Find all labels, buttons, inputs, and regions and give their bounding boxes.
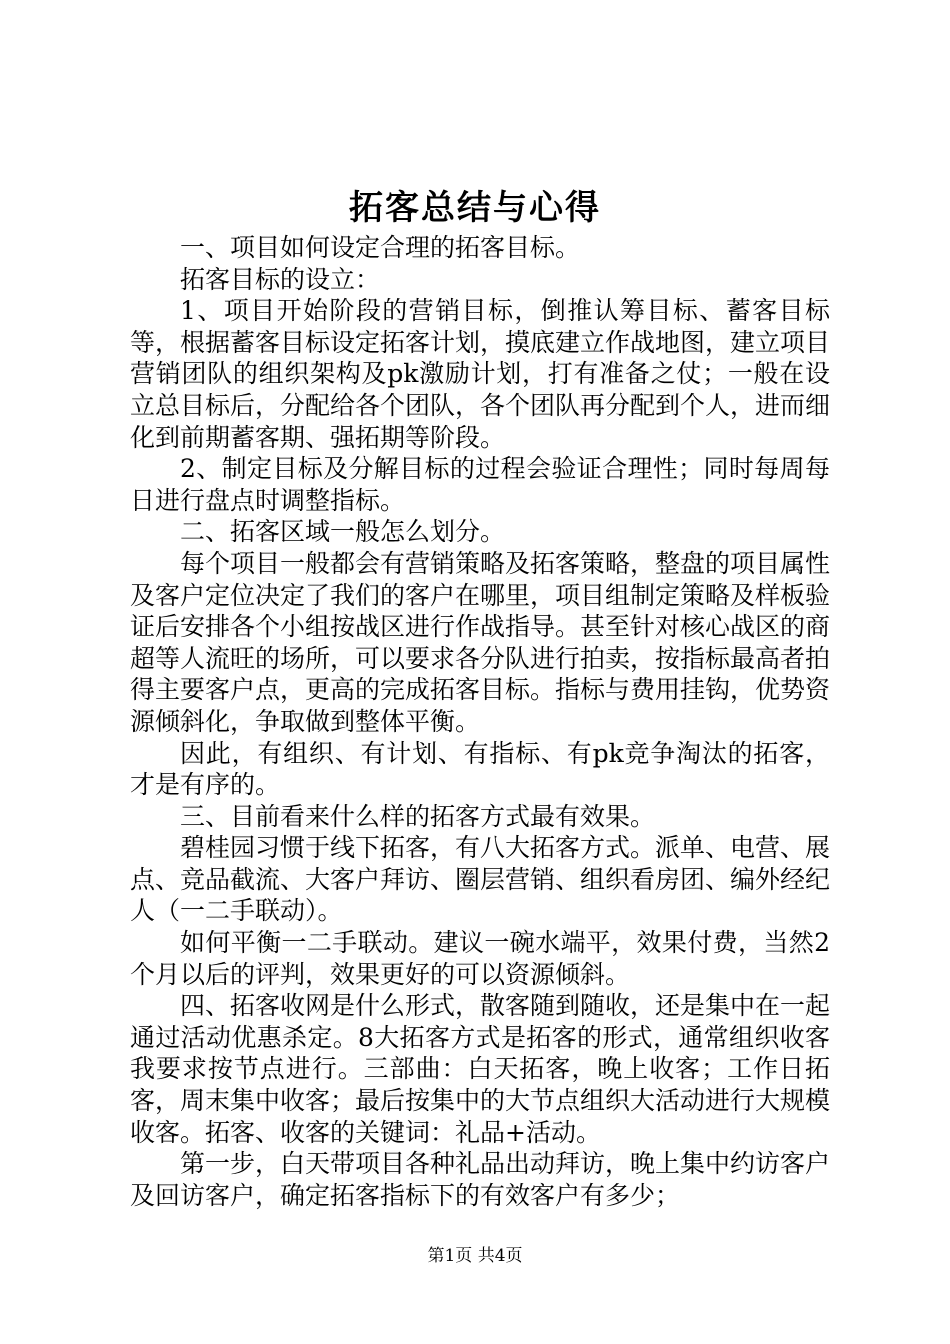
paragraph-5: 二、拓客区域一般怎么划分。 — [180, 517, 506, 547]
paragraph-3: 1、项目开始阶段的营销目标，倒推认筹目标、蓄客目标等，根据蓄客目标设定拓客计划，摸底建立作战地图，建立项目营销团队的组织架构及pk激励计划，打有准备之仗；一般在设立总目标后，分配给各个团队，各个团队再分配到个人，进而细化到前期蓄客期、强拓期等阶段。 — [130, 296, 831, 452]
paragraph-10: 如何平衡一二手联动。建议一碗水端平，效果付费，当然2个月以后的评判，效果更好的可以资源倾斜。 — [130, 928, 830, 989]
paragraph-6: 每个项目一般都会有营销策略及拓客策略，整盘的项目属性及客户定位决定了我们的客户在哪里，项目组制定策略及样板验证后安排各个小组按战区进行作战指导。甚至针对核心战区的商超等人流旺的场所，可以要求各分队进行拍卖，按指标最高者拍得主要客户点，更高的完成拓客目标。指标与费用挂钩，优势资源倾斜化，争取做到整体平衡。 — [130, 548, 831, 736]
page-number-footer: 第1页 共4页 — [427, 1246, 523, 1266]
paragraph-2: 拓客目标的设立： — [180, 264, 381, 294]
paragraph-8: 三、目前看来什么样的拓客方式最有效果。 — [180, 801, 656, 831]
paragraph-1: 一、项目如何设定合理的拓客目标。 — [180, 233, 581, 262]
paragraph-9: 碧桂园习惯于线下拓客，有八大拓客方式。派单、电营、展点、竞品截流、大客户拜访、圈层营销、组织看房团、编外经纪人（一二手联动）。 — [130, 833, 831, 926]
paragraph-7: 因此，有组织、有计划、有指标、有pk竞争淘汰的拓客，才是有序的。 — [130, 738, 830, 800]
document-body — [130, 232, 830, 1211]
paragraph-11: 四、拓客收网是什么形式，散客随到随收，还是集中在一起通过活动优惠杀定。8大拓客方式是拓客的形式，通常组织收客我要求按节点进行。三部曲：白天拓客，晚上收客；工作日拓客，周末集中收客；最后按集中的大节点组织大活动进行大规模收客。拓客、收客的关键词：礼品+活动。 — [130, 991, 831, 1147]
paragraph-12: 第一步，白天带项目各种礼品出动拜访，晚上集中约访客户及回访客户，确定拓客指标下的有效客户有多少； — [130, 1149, 831, 1210]
document-title: 拓客总结与心得 — [349, 188, 601, 228]
paragraph-4: 2、制定目标及分解目标的过程会验证合理性；同时每周每日进行盘点时调整指标。 — [130, 454, 830, 515]
